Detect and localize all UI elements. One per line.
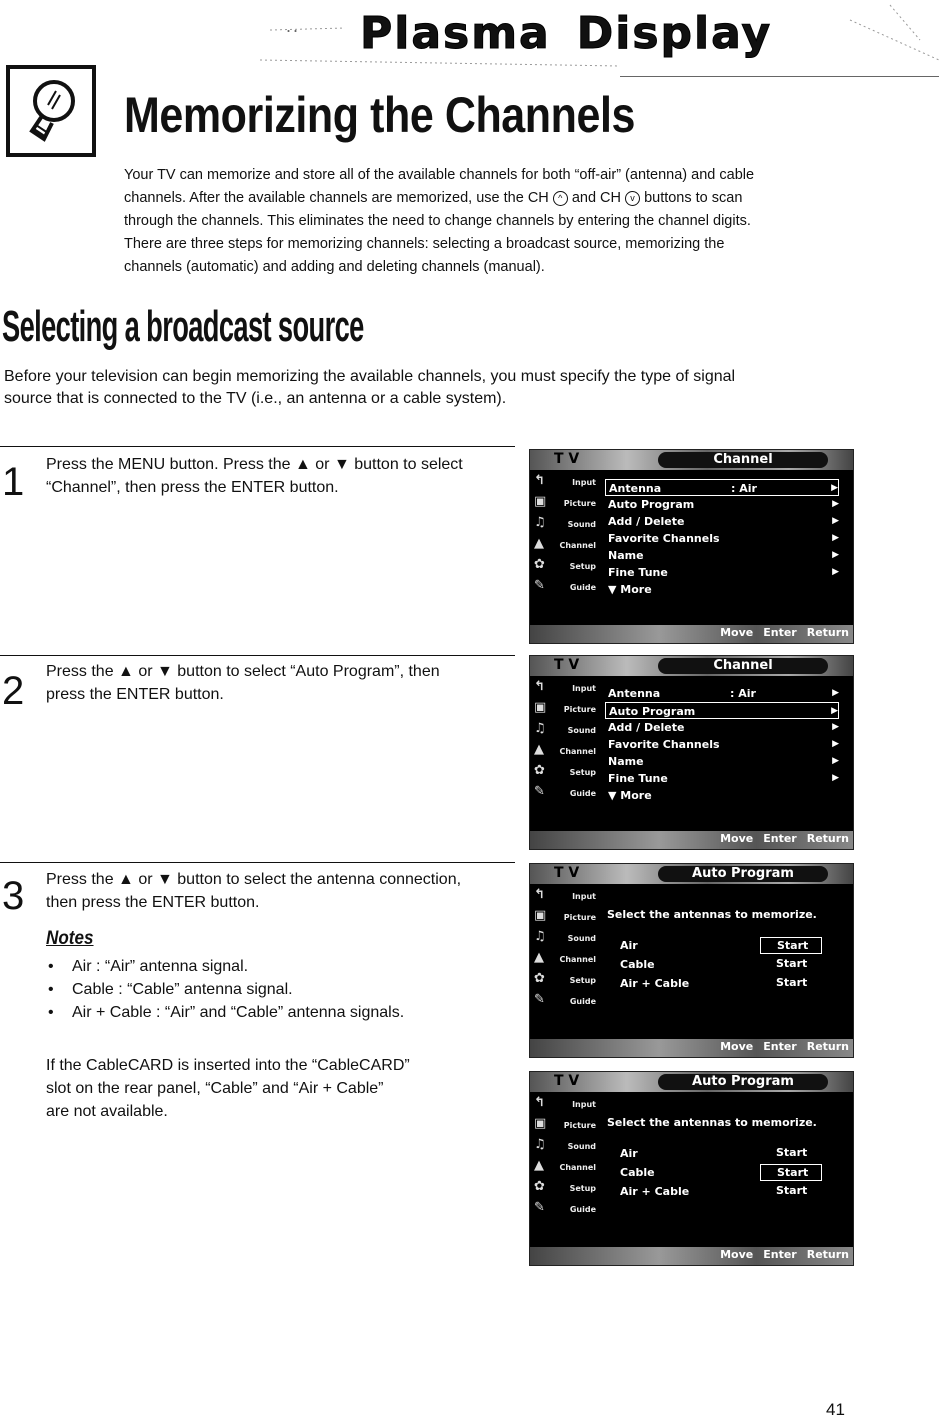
step-line: “Channel”, then press the ENTER button. [46, 479, 339, 496]
step-line: Press the ▲ or ▼ button to select “Auto Program”, then [46, 663, 440, 680]
input-icon: ↰ [534, 679, 545, 694]
step-instructions [46, 660, 524, 706]
input-icon: ↰ [534, 473, 545, 488]
cablecard-line: are not available. [46, 1103, 168, 1120]
start-button-cable[interactable]: Start [760, 1164, 822, 1181]
move-hint: Move [720, 1248, 754, 1261]
step-number: 1 [2, 460, 25, 504]
osd-menu-item-add-delete[interactable]: Add / Delete ▶ [608, 515, 839, 528]
osd-side-setup[interactable]: ✿ Setup [534, 557, 596, 572]
osd-sidebar [530, 1094, 602, 1220]
channel-icon: ▲ [534, 950, 544, 965]
section-desc-line: Before your television can begin memorizing the available channels, you must specify the type of signal [4, 368, 736, 385]
osd-side-sound[interactable]: ♫ Sound [534, 721, 596, 736]
note-item: • Air + Cable : “Air” and “Cable” antenna signals. [46, 1001, 404, 1024]
enter-hint: Enter [763, 1040, 797, 1053]
cablecard-line: slot on the rear panel, “Cable” and “Air + Cable” [46, 1080, 384, 1097]
section-desc-line: source that is connected to the TV (i.e., an antenna or a cable system). [4, 390, 507, 407]
note-item: • Air : “Air” antenna signal. [46, 955, 404, 978]
return-hint: Return [806, 626, 849, 639]
intro-line: Your TV can memorize and store all of the available channels for both “off-air” (antenna) and cable [124, 167, 755, 183]
return-hint: Return [806, 1040, 849, 1053]
setup-icon: ✿ [534, 1179, 545, 1194]
step-line: press the ENTER button. [46, 686, 224, 703]
osd-menu-item-fine-tune[interactable]: Fine Tune ▶ [608, 772, 839, 785]
osd-tv-label: T V [554, 451, 580, 467]
enter-hint: Enter [763, 1248, 797, 1261]
page-number: 41 [826, 1400, 845, 1419]
guide-icon: ✎ [534, 578, 545, 593]
osd-menu-item-antenna[interactable]: Antenna : Air ▶ [605, 479, 839, 496]
guide-icon: ✎ [534, 784, 545, 799]
osd-antenna-options [620, 936, 825, 993]
osd-menu-item-name[interactable]: Name ▶ [608, 549, 839, 562]
step-line: Press the MENU button. Press the ▲ or ▼ button to select [46, 456, 463, 473]
osd-title-bar [530, 450, 853, 470]
start-button-air[interactable]: Start [776, 1146, 808, 1159]
osd-option-air-cable: Air + Cable Start [620, 974, 825, 993]
osd-side-input[interactable]: ↰ Input [534, 473, 596, 488]
osd-side-picture[interactable]: ▣ Picture [534, 494, 596, 509]
lightbulb-icon [10, 69, 92, 153]
osd-tv-label: T V [554, 1073, 580, 1089]
osd-nav-bar [530, 831, 853, 849]
header-word-1: Plasma [360, 8, 551, 59]
picture-icon: ▣ [534, 1116, 547, 1131]
channel-icon: ▲ [534, 536, 544, 551]
osd-side-channel[interactable]: ▲ Channel [534, 536, 596, 551]
ch-down-icon: v [625, 191, 640, 206]
osd-side-sound[interactable]: ♫ Sound [534, 929, 596, 944]
channel-icon: ▲ [534, 742, 544, 757]
osd-screen-channel-2 [529, 655, 854, 850]
ch-up-icon: ^ [553, 191, 568, 206]
osd-menu-item-auto-program[interactable]: Auto Program ▶ [608, 498, 839, 511]
osd-side-sound[interactable]: ♫ Sound [534, 515, 596, 530]
intro-line: through the channels. This eliminates the need to change channels by entering the channel digits. [124, 213, 751, 229]
osd-option-cable: Cable Start [620, 1163, 825, 1182]
input-icon: ↰ [534, 1095, 545, 1110]
sound-icon: ♫ [534, 515, 546, 530]
note-item: • Cable : “Cable” antenna signal. [46, 978, 404, 1001]
osd-option-air: Air Start [620, 936, 825, 955]
step-line: then press the ENTER button. [46, 894, 260, 911]
osd-title-bar [530, 1072, 853, 1092]
osd-side-setup[interactable]: ✿ Setup [534, 763, 596, 778]
osd-side-sound[interactable]: ♫ Sound [534, 1137, 596, 1152]
input-icon: ↰ [534, 887, 545, 902]
step-line: Press the ▲ or ▼ button to select the antenna connection, [46, 871, 462, 888]
osd-sidebar [530, 678, 602, 804]
osd-option-cable: Cable Start [620, 955, 825, 974]
osd-menu-list [605, 479, 839, 598]
osd-option-air-cable: Air + Cable Start [620, 1182, 825, 1201]
start-button-air[interactable]: Start [760, 937, 822, 954]
osd-menu-item-add-delete[interactable]: Add / Delete ▶ [608, 721, 839, 734]
return-hint: Return [806, 1248, 849, 1261]
enter-hint: Enter [763, 626, 797, 639]
osd-menu-title: Auto Program [658, 866, 828, 882]
header-word-2: Display [576, 8, 773, 59]
osd-sidebar [530, 886, 602, 1012]
osd-menu-list [605, 685, 839, 804]
start-button-air-cable[interactable]: Start [776, 976, 808, 989]
picture-icon: ▣ [534, 700, 547, 715]
start-button-air-cable[interactable]: Start [776, 1184, 808, 1197]
osd-side-input[interactable]: ↰ Input [534, 1095, 596, 1110]
osd-sidebar [530, 472, 602, 598]
channel-icon: ▲ [534, 1158, 544, 1173]
osd-side-picture[interactable]: ▣ Picture [534, 908, 596, 923]
header-title [360, 8, 772, 59]
osd-screen-auto-program-2 [529, 1071, 854, 1266]
sound-icon: ♫ [534, 721, 546, 736]
move-hint: Move [720, 832, 754, 845]
intro-line-2a: channels. After the available channels are memorized, use the CH [124, 190, 549, 206]
intro-line-2c: buttons to scan [644, 190, 743, 206]
osd-menu-item-more[interactable]: ▼ More [608, 789, 652, 802]
osd-side-guide[interactable]: ✎ Guide [534, 992, 596, 1007]
step-number: 2 [2, 669, 25, 713]
header-rule [620, 76, 939, 77]
move-hint: Move [720, 626, 754, 639]
header-prefix: .. [286, 16, 301, 36]
step-number: 3 [2, 874, 25, 918]
osd-title-bar [530, 864, 853, 884]
guide-icon: ✎ [534, 1200, 545, 1215]
osd-menu-item-favorite-channels[interactable]: Favorite Channels ▶ [608, 532, 839, 545]
osd-screen-auto-program-1 [529, 863, 854, 1058]
osd-menu-item-antenna[interactable]: Antenna : Air ▶ [608, 687, 839, 700]
section-heading: Selecting a broadcast source [2, 302, 364, 351]
osd-title-bar [530, 656, 853, 676]
osd-option-air: Air Start [620, 1144, 825, 1163]
notes-title: Notes [46, 928, 94, 949]
osd-tv-label: T V [554, 657, 580, 673]
setup-icon: ✿ [534, 557, 545, 572]
osd-side-channel[interactable]: ▲ Channel [534, 950, 596, 965]
setup-icon: ✿ [534, 971, 545, 986]
move-hint: Move [720, 1040, 754, 1053]
step-instructions [46, 868, 524, 914]
osd-prompt: Select the antennas to memorize. [607, 1116, 817, 1129]
picture-icon: ▣ [534, 908, 547, 923]
osd-screen-channel-1 [529, 449, 854, 644]
intro-line: There are three steps for memorizing channels: selecting a broadcast source, memorizing the [124, 236, 725, 252]
step-divider [0, 655, 515, 656]
picture-icon: ▣ [534, 494, 547, 509]
setup-icon: ✿ [534, 763, 545, 778]
intro-line-2b: and CH [571, 190, 621, 206]
osd-side-input[interactable]: ↰ Input [534, 679, 596, 694]
osd-side-picture[interactable]: ▣ Picture [534, 700, 596, 715]
step-instructions [46, 453, 524, 499]
osd-menu-item-favorite-channels[interactable]: Favorite Channels ▶ [608, 738, 839, 751]
osd-menu-title: Auto Program [658, 1074, 828, 1090]
enter-hint: Enter [763, 832, 797, 845]
osd-nav-bar [530, 625, 853, 643]
osd-menu-title: Channel [658, 452, 828, 468]
sound-icon: ♫ [534, 1137, 546, 1152]
step-divider [0, 446, 515, 447]
tip-box [6, 65, 96, 157]
start-button-cable[interactable]: Start [776, 957, 808, 970]
osd-side-picture[interactable]: ▣ Picture [534, 1116, 596, 1131]
osd-menu-item-more[interactable]: ▼ More [608, 583, 652, 596]
osd-menu-item-name[interactable]: Name ▶ [608, 755, 839, 768]
osd-menu-title: Channel [658, 658, 828, 674]
sound-icon: ♫ [534, 929, 546, 944]
intro-paragraph [124, 164, 859, 279]
osd-side-setup[interactable]: ✿ Setup [534, 1179, 596, 1194]
notes-list [46, 955, 404, 1024]
osd-tv-label: T V [554, 865, 580, 881]
osd-nav-bar [530, 1247, 853, 1265]
osd-side-channel[interactable]: ▲ Channel [534, 1158, 596, 1173]
intro-line [124, 187, 859, 210]
return-hint: Return [806, 832, 849, 845]
step-divider [0, 862, 515, 863]
osd-nav-bar [530, 1039, 853, 1057]
section-description [4, 366, 864, 410]
cablecard-line: If the CableCARD is inserted into the “CableCARD” [46, 1057, 410, 1074]
osd-menu-item-fine-tune[interactable]: Fine Tune ▶ [608, 566, 839, 579]
osd-prompt: Select the antennas to memorize. [607, 908, 817, 921]
osd-side-guide[interactable]: ✎ Guide [534, 1200, 596, 1215]
cablecard-note [46, 1054, 410, 1123]
osd-side-input[interactable]: ↰ Input [534, 887, 596, 902]
page-title: Memorizing the Channels [124, 87, 635, 143]
guide-icon: ✎ [534, 992, 545, 1007]
intro-line: channels (automatic) and adding and deleting channels (manual). [124, 259, 545, 275]
osd-side-guide[interactable]: ✎ Guide [534, 578, 596, 593]
osd-side-setup[interactable]: ✿ Setup [534, 971, 596, 986]
osd-side-guide[interactable]: ✎ Guide [534, 784, 596, 799]
osd-side-channel[interactable]: ▲ Channel [534, 742, 596, 757]
osd-antenna-options [620, 1144, 825, 1201]
osd-menu-item-auto-program[interactable]: Auto Program ▶ [605, 702, 839, 719]
